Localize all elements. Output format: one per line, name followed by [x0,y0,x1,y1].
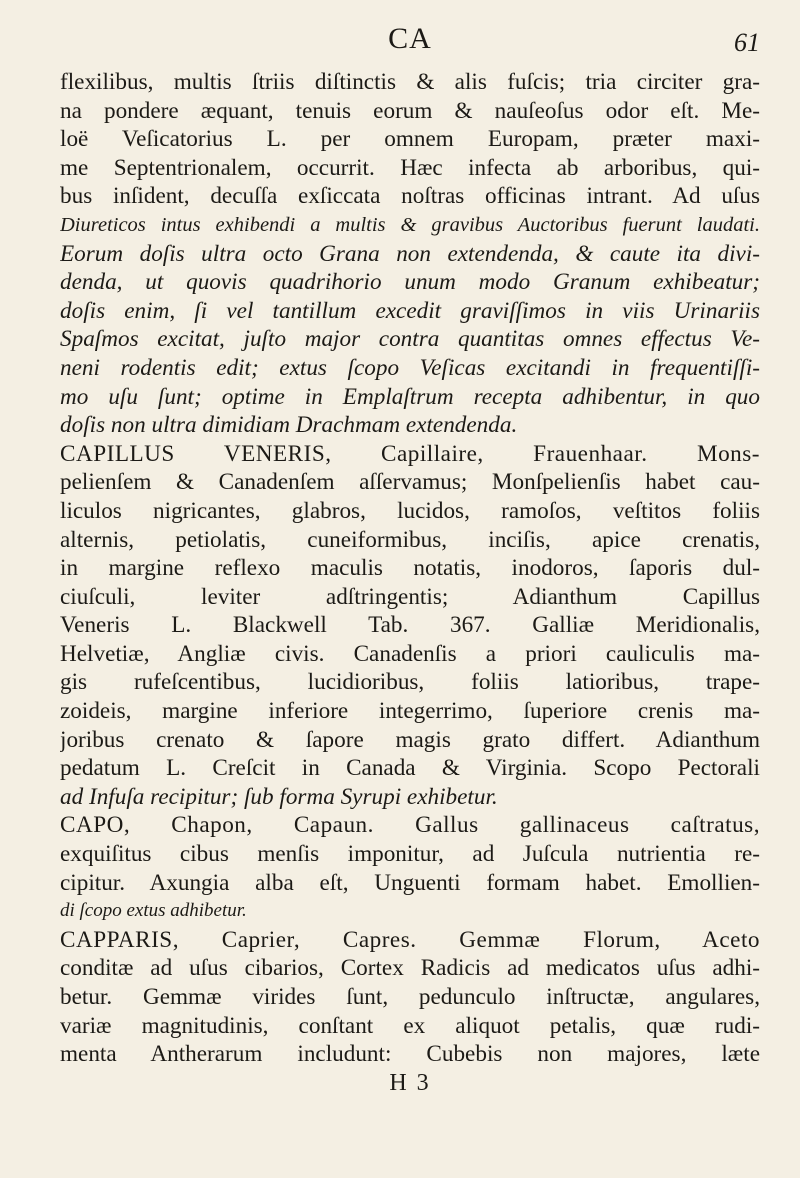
body-text [60,68,760,1097]
page-number: 61 [734,28,760,57]
text-line: alternis, petiolatis, cuneiformibus, inciſis, apice crenatis, [60,526,760,553]
entry-heading-line: CAPO, Chapon, Capaun. Gallus gallinaceus caſtratus, [60,812,760,839]
text-line: neni rodentis edit; extus ſcopo Veſicas excitandi in frequentiſſi- [60,354,760,381]
text-line: doſis enim, ſi vel tantillum excedit graviſſimos in viis Urinariis [60,297,760,324]
running-head-title: CA [388,22,432,55]
text-line: ciuſculi, leviter adſtringentis; Adianthum Capillus [60,583,760,610]
entry-heading-line: CAPILLUS VENERIS, Capillaire, Frauenhaar. Mons- [60,440,760,467]
text-line: liculos nigricantes, glabros, lucidos, ramoſos, veſtitos foliis [60,497,760,524]
text-line: in margine reflexo maculis notatis, inodoros, ſaporis dul- [60,555,760,582]
text-line: betur. Gemmæ virides ſunt, pedunculo inſtructæ, angulares, [60,984,760,1010]
text-line: joribus crenato & ſapore magis grato differt. Adianthum [60,726,760,753]
text-line: na pondere æquant, tenuis eorum & nauſeoſus odor eſt. Me- [60,97,760,124]
text-line: gis rufeſcentibus, lucidioribus, foliis latioribus, trape- [60,669,760,696]
text-line: denda, ut quovis quadrihorio unum modo Granum exhibeatur; [60,269,760,296]
text-line: bus inſident, decuſſa exſiccata noſtras officinas intrant. Ad uſus [60,183,760,210]
text-line: exquiſitus cibus menſis imponitur, ad Juſcula nutrientia re- [60,841,760,868]
text-line: me Septentrionalem, occurrit. Hæc infecta ab arboribus, qui- [60,154,760,181]
text-line: zoideis, margine inferiore integerrimo, ſuperiore crenis ma- [60,698,760,725]
signature-line [60,1069,760,1098]
running-head [60,22,760,62]
text-line: Spaſmos excitat, juſto major contra quantitas omnes effectus Ve- [60,326,760,353]
text-line: cipitur. Axungia alba eſt, Unguenti formam habet. Emollien- [60,869,760,896]
text-line: loë Veſicatorius L. per omnem Europam, præter maxi- [60,126,760,153]
text-line: flexilibus, multis ſtriis diſtinctis & alis fuſcis; tria circiter gra- [60,69,760,95]
text-line: Eorum doſis ultra octo Grana non extendenda, & caute ita divi- [60,240,760,267]
text-line: doſis non ultra dimidiam Drachmam extendenda. [60,412,518,439]
text-line: menta Antherarum includunt: Cubebis non majores, læte [60,1041,760,1068]
text-line: Helvetiæ, Angliæ civis. Canadenſis a priori cauliculis ma- [60,640,760,667]
text-line: Veneris L. Blackwell Tab. 367. Galliæ Meridionalis, [60,612,760,639]
text-line: di ſcopo extus adhibetur. [60,900,247,922]
text-line: ad Infuſa recipitur; ſub forma Syrupi exhibetur. [60,783,498,810]
text-line: mo uſu ſunt; optime in Emplaſtrum recepta adhibentur, in quo [60,383,760,410]
text-line: pedatum L. Creſcit in Canada & Virginia. Scopo Pectorali [60,755,760,782]
text-line: Diureticos intus exhibendi a multis & gravibus Auctoribus fuerunt laudati. [60,213,760,236]
signature-mark: H 3 [389,1069,431,1096]
text-line: pelienſem & Canadenſem aſſervamus; Monſpelienſis habet cau- [60,469,760,496]
text-line: variæ magnitudinis, conſtant ex aliquot petalis, quæ rudi- [60,1012,760,1039]
entry-heading-line: CAPPARIS, Caprier, Capres. Gemmæ Florum, Aceto [60,926,760,953]
text-line: conditæ ad uſus cibarios, Cortex Radicis ad medicatos uſus adhi- [60,955,760,982]
